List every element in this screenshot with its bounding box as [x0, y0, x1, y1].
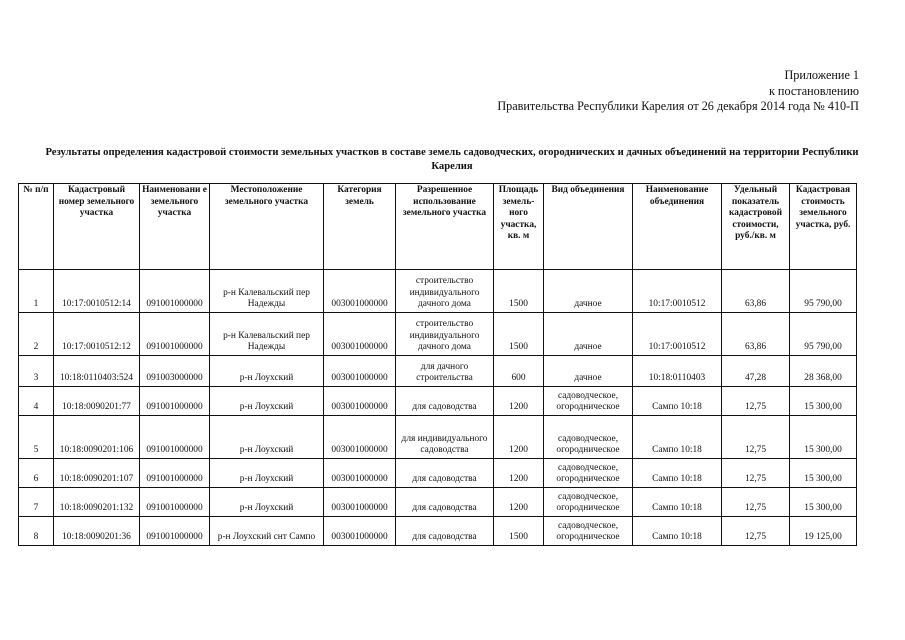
- cell-plot-name: 091001000000: [140, 517, 210, 546]
- cell-area: 1200: [494, 459, 544, 488]
- cell-association-type: садоводческое, огородническое: [544, 517, 633, 546]
- header-row-number: № п/п: [19, 184, 54, 270]
- cell-area: 1200: [494, 488, 544, 517]
- appendix-line-1: Приложение 1: [784, 68, 859, 82]
- cell-cadastral-value: 15 300,00: [790, 416, 857, 459]
- cell-cadastral-value: 95 790,00: [790, 270, 857, 313]
- cell-cadastral-number: 10:18:0090201:132: [54, 488, 140, 517]
- cell-unit-value: 47,28: [722, 356, 790, 387]
- cell-land-category: 003001000000: [324, 270, 396, 313]
- table-row: [19, 356, 857, 387]
- table-row: [19, 387, 857, 416]
- cell-location: р-н Лоухский снт Сампо: [210, 517, 324, 546]
- cell-association-name: Сампо 10:18: [633, 387, 722, 416]
- header-land-category: Категория земель: [324, 184, 396, 270]
- cell-cadastral-number: 10:18:0090201:107: [54, 459, 140, 488]
- cell-area: 1200: [494, 387, 544, 416]
- cell-permitted-use: для дачного строительства: [396, 356, 494, 387]
- cadastral-value-table: [18, 183, 857, 546]
- appendix-line-2: к постановлению: [768, 83, 859, 98]
- cell-land-category: 003001000000: [324, 313, 396, 356]
- cell-permitted-use: для садоводства: [396, 488, 494, 517]
- cell-row-number: 7: [19, 488, 54, 517]
- cell-area: 1200: [494, 416, 544, 459]
- cell-cadastral-number: 10:18:0090201:36: [54, 517, 140, 546]
- cell-plot-name: 091001000000: [140, 488, 210, 517]
- cell-cadastral-value: 28 368,00: [790, 356, 857, 387]
- cell-cadastral-number: 10:17:0010512:14: [54, 270, 140, 313]
- cell-location: р-н Лоухский: [210, 416, 324, 459]
- cell-association-type: дачное: [544, 270, 633, 313]
- cell-permitted-use: для индивидуального садоводства: [396, 416, 494, 459]
- table-row: [19, 459, 857, 488]
- cell-plot-name: 091001000000: [140, 270, 210, 313]
- cell-association-name: 10:18:0110403: [633, 356, 722, 387]
- cell-association-name: 10:17:0010512: [633, 313, 722, 356]
- cell-location: р-н Калевальский пер Надежды: [210, 313, 324, 356]
- cell-land-category: 003001000000: [324, 356, 396, 387]
- cell-unit-value: 12,75: [722, 387, 790, 416]
- cell-cadastral-value: 95 790,00: [790, 313, 857, 356]
- header-unit-value: Удельный показатель кадастровой стоимости, руб./кв. м: [722, 184, 790, 270]
- cell-association-type: дачное: [544, 313, 633, 356]
- cell-row-number: 6: [19, 459, 54, 488]
- cell-association-name: 10:17:0010512: [633, 270, 722, 313]
- cell-association-type: садоводческое, огородническое: [544, 459, 633, 488]
- header-permitted-use: Разрешенное использование земельного участка: [396, 184, 494, 270]
- cell-cadastral-number: 10:17:0010512:12: [54, 313, 140, 356]
- cell-cadastral-number: 10:18:0090201:106: [54, 416, 140, 459]
- cell-row-number: 2: [19, 313, 54, 356]
- appendix-line-3: Правительства Республики Карелия от 26 декабря 2014 года № 410-П: [497, 99, 859, 113]
- cell-permitted-use: строительство индивидуального дачного дома: [396, 313, 494, 356]
- cell-plot-name: 091001000000: [140, 416, 210, 459]
- cell-land-category: 003001000000: [324, 387, 396, 416]
- cell-association-name: Сампо 10:18: [633, 488, 722, 517]
- table-row: [19, 517, 857, 546]
- cell-association-name: Сампо 10:18: [633, 459, 722, 488]
- appendix-block: [497, 68, 859, 115]
- document-title: Результаты определения кадастровой стоимости земельных участков в составе земель садоводческих, огороднических и дачных объединений на территории Республики Карелия: [45, 147, 859, 172]
- cell-location: р-н Лоухский: [210, 459, 324, 488]
- cell-row-number: 1: [19, 270, 54, 313]
- cell-cadastral-value: 15 300,00: [790, 459, 857, 488]
- cell-unit-value: 63,86: [722, 270, 790, 313]
- cell-plot-name: 091001000000: [140, 313, 210, 356]
- cell-location: р-н Лоухский: [210, 387, 324, 416]
- header-location: Местоположение земельного участка: [210, 184, 324, 270]
- cell-land-category: 003001000000: [324, 416, 396, 459]
- header-area: Площадь земель-ного участка, кв. м: [494, 184, 544, 270]
- cell-location: р-н Лоухский: [210, 488, 324, 517]
- cell-association-name: Сампо 10:18: [633, 416, 722, 459]
- cell-permitted-use: для садоводства: [396, 387, 494, 416]
- cell-land-category: 003001000000: [324, 488, 396, 517]
- cell-association-type: садоводческое, огородническое: [544, 488, 633, 517]
- cell-unit-value: 12,75: [722, 488, 790, 517]
- cell-land-category: 003001000000: [324, 459, 396, 488]
- cell-row-number: 3: [19, 356, 54, 387]
- table-row: [19, 313, 857, 356]
- table-header-row: [19, 184, 857, 270]
- cell-row-number: 8: [19, 517, 54, 546]
- cell-area: 1500: [494, 517, 544, 546]
- cell-unit-value: 63,86: [722, 313, 790, 356]
- cell-area: 1500: [494, 313, 544, 356]
- header-cadastral-number: Кадастровый номер земельного участка: [54, 184, 140, 270]
- cell-association-name: Сампо 10:18: [633, 517, 722, 546]
- cell-unit-value: 12,75: [722, 459, 790, 488]
- cell-permitted-use: строительство индивидуального дачного дома: [396, 270, 494, 313]
- cell-cadastral-value: 15 300,00: [790, 488, 857, 517]
- cell-area: 600: [494, 356, 544, 387]
- cell-location: р-н Калевальский пер Надежды: [210, 270, 324, 313]
- cell-association-type: садоводческое, огородническое: [544, 387, 633, 416]
- cell-land-category: 003001000000: [324, 517, 396, 546]
- cell-area: 1500: [494, 270, 544, 313]
- cell-plot-name: 091003000000: [140, 356, 210, 387]
- cell-plot-name: 091001000000: [140, 387, 210, 416]
- header-association-name: Наименование объединения: [633, 184, 722, 270]
- cell-cadastral-value: 15 300,00: [790, 387, 857, 416]
- cell-row-number: 5: [19, 416, 54, 459]
- cell-plot-name: 091001000000: [140, 459, 210, 488]
- cell-cadastral-number: 10:18:0110403:524: [54, 356, 140, 387]
- cell-unit-value: 12,75: [722, 517, 790, 546]
- cell-cadastral-number: 10:18:0090201:77: [54, 387, 140, 416]
- cell-cadastral-value: 19 125,00: [790, 517, 857, 546]
- table-row: [19, 270, 857, 313]
- table-row: [19, 416, 857, 459]
- cell-association-type: дачное: [544, 356, 633, 387]
- cell-unit-value: 12,75: [722, 416, 790, 459]
- table-row: [19, 488, 857, 517]
- header-association-type: Вид объединения: [544, 184, 633, 270]
- header-plot-name: Наименовани е земельного участка: [140, 184, 210, 270]
- cell-association-type: садоводческое, огородническое: [544, 416, 633, 459]
- cell-row-number: 4: [19, 387, 54, 416]
- cell-permitted-use: для садоводства: [396, 517, 494, 546]
- header-cadastral-value: Кадастровая стоимость земельного участка, руб.: [790, 184, 857, 270]
- cell-permitted-use: для садоводства: [396, 459, 494, 488]
- cell-location: р-н Лоухский: [210, 356, 324, 387]
